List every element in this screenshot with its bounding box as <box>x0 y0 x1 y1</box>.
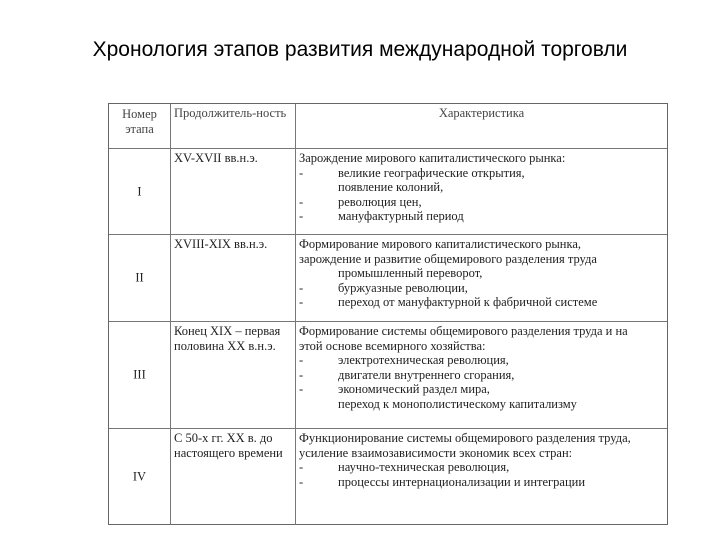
characteristic-line: - научно-техническая революция, <box>299 460 510 475</box>
dash-marker: - <box>299 353 304 368</box>
duration-cell: Конец XIX – первая половина XX в.н.э. <box>171 322 296 428</box>
stage-number: I <box>137 184 142 199</box>
dash-marker: - <box>299 460 304 475</box>
characteristic-line: промышленный переворот, <box>338 266 483 281</box>
dash-marker: - <box>299 295 304 310</box>
table-header-row <box>109 104 667 148</box>
characteristic-cell <box>296 429 667 525</box>
dash-marker: - <box>299 280 304 295</box>
characteristic-cell <box>296 322 667 428</box>
dash-marker: - <box>299 474 304 489</box>
characteristic-line: этой основе всемирного хозяйства: <box>299 338 486 353</box>
characteristic-line: усиление взаимозависимости экономик всех стран: <box>299 445 573 460</box>
characteristic-line: переход к монополистическому капитализму <box>338 396 577 411</box>
characteristic-line: Функционирование системы общемирового разделения труда, <box>299 431 631 445</box>
table-row <box>109 428 667 525</box>
characteristic-line: - переход от мануфактурной к фабричной системе <box>299 295 598 310</box>
header-duration: Продолжитель-ность <box>171 104 296 148</box>
duration-cell: XV-XVII вв.н.э. <box>171 149 296 234</box>
header-characteristic: Характеристика <box>438 106 525 120</box>
stage-number: IV <box>132 469 147 484</box>
characteristic-line: - революция цен, <box>299 194 422 209</box>
characteristic-cell <box>296 149 667 234</box>
dash-marker: - <box>299 382 304 397</box>
duration-cell: С 50-х гг. XX в. до настоящего времени <box>171 429 296 525</box>
characteristic-line: - электротехническая революция, <box>299 353 509 368</box>
stage-number: II <box>135 270 144 285</box>
dash-marker: - <box>299 367 304 382</box>
dash-marker: - <box>299 209 304 224</box>
duration-cell: XVIII-XIX вв.н.э. <box>171 235 296 321</box>
characteristic-line: Формирование мирового капиталистического рынка, <box>299 237 581 251</box>
stage-cell <box>109 429 171 525</box>
stage-number: III <box>133 367 146 382</box>
characteristic-line: зарождение и развитие общемирового разделения труда <box>299 251 597 266</box>
characteristic-line: Зарождение мирового капиталистического рынка: <box>299 151 566 165</box>
stage-cell <box>109 149 171 234</box>
stages-table <box>108 103 668 525</box>
characteristic-line: появление колоний, <box>338 180 444 195</box>
characteristic-line: - экономический раздел мира, <box>299 382 490 397</box>
characteristic-line: - буржуазные революции, <box>299 280 468 295</box>
characteristic-line: - мануфактурный период <box>299 209 464 224</box>
characteristic-line: - великие географические открытия, <box>299 165 525 180</box>
stage-cell <box>109 235 171 321</box>
header-stage: Номер этапа <box>109 104 171 148</box>
dash-marker: - <box>299 194 304 209</box>
stage-cell <box>109 322 171 428</box>
table-row <box>109 321 667 428</box>
slide-title: Хронология этапов развития международной торговли <box>92 38 628 61</box>
table-row <box>109 234 667 321</box>
characteristic-line: - двигатели внутреннего сгорания, <box>299 367 515 382</box>
characteristic-cell <box>296 235 667 321</box>
characteristic-line: Формирование системы общемирового разделения труда и на <box>299 324 628 338</box>
table-row <box>109 148 667 234</box>
characteristic-line: - процессы интернационализации и интеграции <box>299 474 586 489</box>
dash-marker: - <box>299 165 304 180</box>
